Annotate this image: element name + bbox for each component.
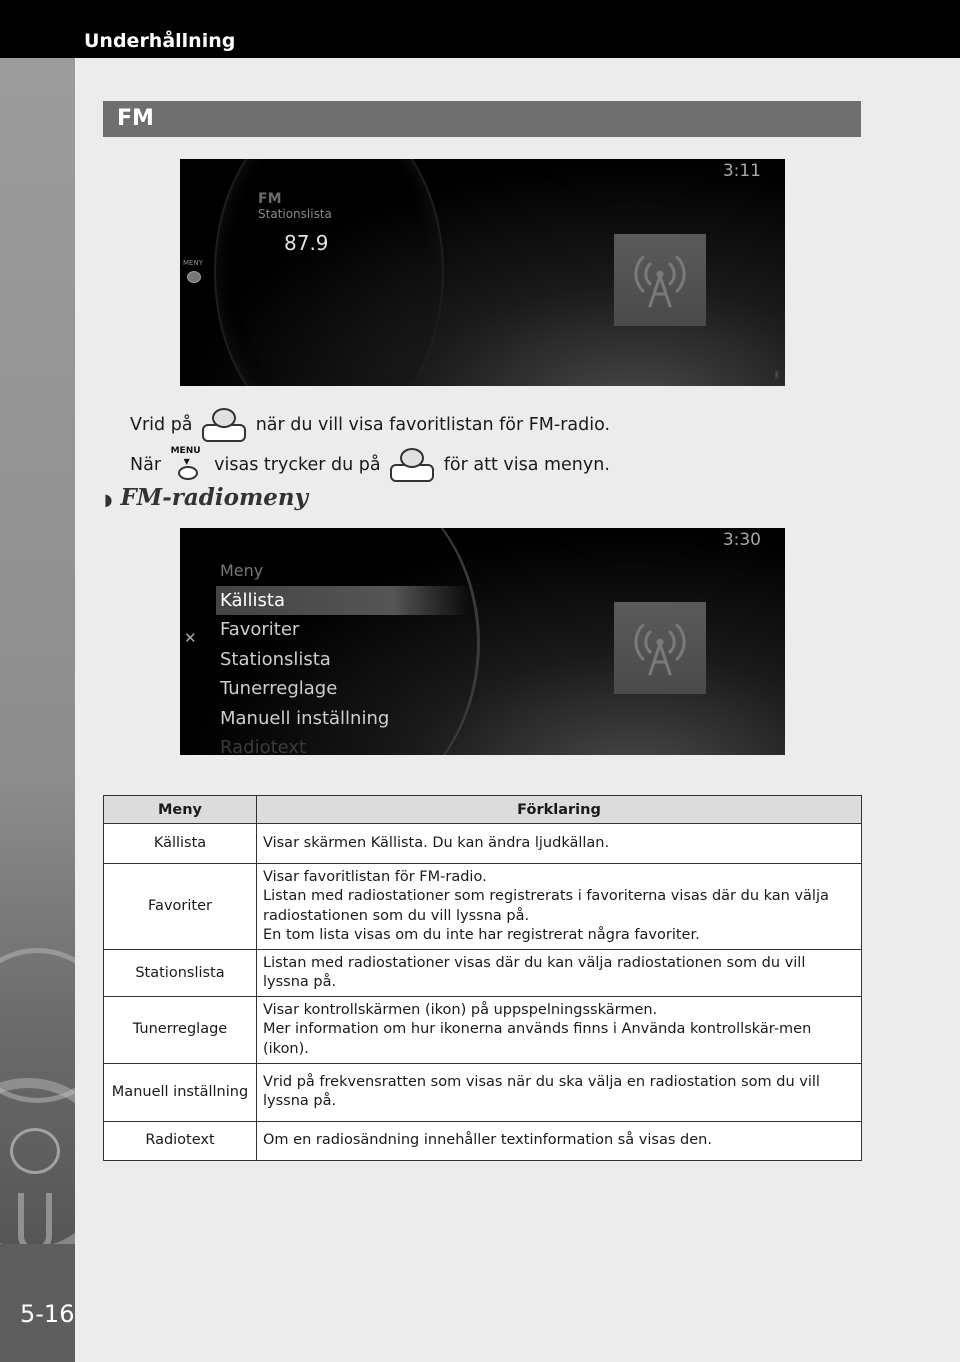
table-cell-desc: Listan med radiostationer visas där du kan välja radiostationen som du vill lyssna på. — [257, 950, 862, 997]
subheading: ◗ FM-radiomeny — [104, 484, 309, 511]
table-cell-menu: Radiotext — [104, 1121, 257, 1160]
table-row — [104, 950, 862, 997]
fm-radio-menu-screen — [180, 528, 785, 755]
header-bar — [0, 0, 960, 58]
column-header: Förklaring — [257, 796, 862, 824]
menu-button-icon — [171, 446, 205, 484]
table-cell-menu: Tunerreglage — [104, 997, 257, 1063]
table-row — [104, 824, 862, 864]
menu-item-stationslista[interactable]: Stationslista — [220, 648, 331, 670]
menu-button-label: MENU — [170, 446, 201, 456]
menu-item-manuell-installning[interactable]: Manuell inställning — [220, 707, 390, 729]
table-cell-menu: Favoriter — [104, 864, 257, 950]
table-cell-desc: Vrid på frekvensratten som visas när du ska välja en radiostation som du vill lyssna på. — [257, 1063, 862, 1121]
commander-knob-icon — [390, 446, 434, 484]
brand-logo-icon — [10, 1128, 60, 1174]
station-list-label: Stationslista — [258, 207, 332, 221]
table-cell-menu: Stationslista — [104, 950, 257, 997]
menu-item-favoriter[interactable]: Favoriter — [220, 619, 300, 640]
menu-list — [220, 556, 470, 755]
section-heading: FM — [117, 106, 154, 131]
menu-item-kallista[interactable]: Källista — [216, 586, 470, 616]
table-cell-desc: Visar favoritlistan för FM-radio. Listan med radiostationer som registrerats i favoriterna visas där du kan välja radiostationen som du vill lyssna på. En tom lista visas om du inte har registrerat några favoriter. — [257, 864, 862, 950]
dial-ring — [214, 159, 444, 386]
close-icon[interactable]: ✕ — [184, 629, 197, 647]
table-cell-desc: Visar skärmen Källista. Du kan ändra ljudkällan. — [257, 824, 862, 864]
menu-item-radiotext[interactable]: Radiotext — [220, 737, 307, 755]
table-cell-desc: Om en radiosändning innehåller textinformation så visas den. — [257, 1121, 862, 1160]
menu-explanation-table — [103, 795, 862, 1161]
menu-item-tunerreglage[interactable]: Tunerreglage — [220, 678, 338, 699]
frequency-display: 87.9 — [284, 231, 329, 255]
clock: 3:11 — [722, 161, 761, 181]
sidebar-decoration — [0, 58, 75, 1362]
arrow-down-icon: ▼ — [183, 457, 190, 466]
menu-title: Meny — [220, 561, 264, 580]
section-heading-bar — [103, 101, 861, 137]
page-number-box — [0, 1244, 75, 1362]
radio-antenna-icon — [614, 234, 706, 326]
clock: 3:30 — [722, 530, 761, 550]
menu-hint-label: MENY — [183, 259, 203, 267]
table-cell-menu: Manuell inställning — [104, 1063, 257, 1121]
bullet-marker-icon: ◗ — [104, 490, 113, 509]
table-header-row — [104, 796, 862, 824]
album-art-placeholder — [614, 234, 706, 326]
table-row — [104, 864, 862, 950]
table-row — [104, 1063, 862, 1121]
source-label: FM — [258, 191, 282, 207]
radio-antenna-icon — [614, 602, 706, 694]
table-row — [104, 997, 862, 1063]
commander-knob-icon — [202, 406, 246, 444]
instruction-line-2: När MENU ▼ visas trycker du på för att visa menyn. — [130, 446, 610, 484]
bluetooth-icon: ᛒ — [772, 369, 782, 383]
menu-button-icon[interactable] — [187, 271, 201, 283]
table-row — [104, 1121, 862, 1160]
table-cell-menu: Källista — [104, 824, 257, 864]
section-title: Underhållning — [84, 30, 236, 52]
fm-station-list-screen — [180, 159, 785, 386]
table-cell-desc: Visar kontrollskärmen (ikon) på uppspelningsskärmen. Mer information om hur ikonerna används finns i Använda kontrollskär-men (ikon). — [257, 997, 862, 1063]
album-art-placeholder — [614, 602, 706, 694]
instruction-line-1: Vrid på när du vill visa favoritlistan för FM-radio. — [130, 406, 610, 444]
column-header: Meny — [104, 796, 257, 824]
page-number: 5-16 — [20, 1300, 75, 1328]
